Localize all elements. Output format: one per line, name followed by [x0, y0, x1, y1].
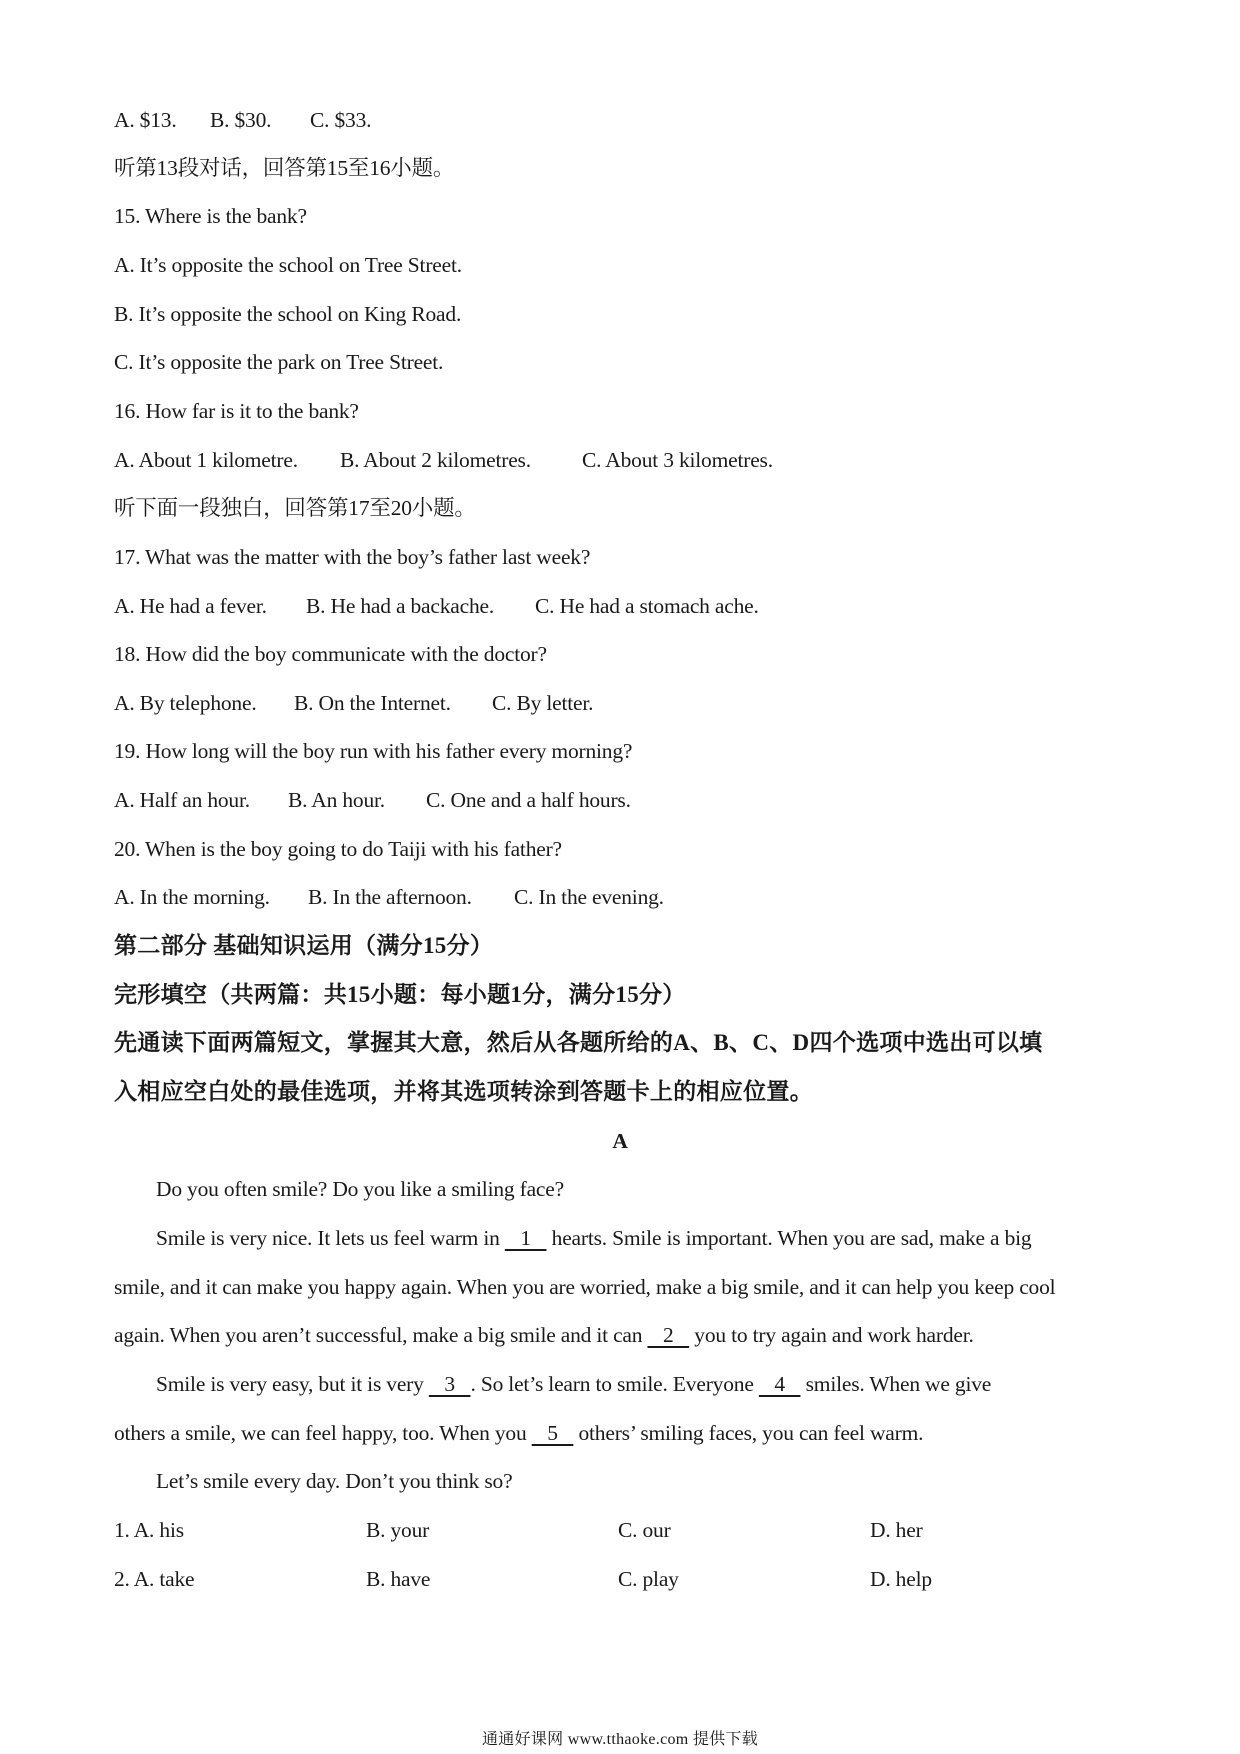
blank-3: 3	[428, 1372, 471, 1396]
q16-option-b: B. About 2 kilometres.	[340, 448, 531, 472]
question-15: 15. Where is the bank?	[114, 204, 307, 228]
q16-option-a: A. About 1 kilometre.	[114, 448, 298, 472]
q20-option-b: B. In the afternoon.	[308, 885, 472, 909]
passage-paragraph-3-line-1	[156, 1369, 991, 1399]
answer-2-option-a: 2. A. take	[114, 1567, 195, 1591]
passage-paragraph-2-line-2: smile, and it can make you happy again. When you are worried, make a big smile, and it can help you keep cool	[114, 1275, 1056, 1299]
question-16: 16. How far is it to the bank?	[114, 399, 359, 423]
passage-paragraph-4: Let’s smile every day. Don’t you think so?	[156, 1469, 513, 1493]
q16-option-c: C. About 3 kilometres.	[582, 448, 773, 472]
q19-option-c: C. One and a half hours.	[426, 788, 631, 812]
page-footer: 通通好课网 www.tthaoke.com 提供下载	[481, 1731, 759, 1748]
answer-1-option-c: C. our	[618, 1518, 671, 1542]
blank-2: 2	[647, 1323, 690, 1347]
answer-2-option-d: D. help	[870, 1567, 932, 1591]
passage-text: Smile is very easy, but it is very	[156, 1372, 429, 1396]
q18-option-b: B. On the Internet.	[294, 691, 451, 715]
instruction-dialogue-13: 听第13段对话，回答第15至16小题。	[114, 156, 455, 180]
answer-2-option-c: C. play	[618, 1567, 679, 1591]
passage-text: Smile is very nice. It lets us feel warm in	[156, 1226, 505, 1250]
cloze-instruction-line-2: 入相应空白处的最佳选项，并将其选项转涂到答题卡上的相应位置。	[114, 1079, 813, 1104]
passage-text: . So let’s learn to smile. Everyone	[470, 1372, 759, 1396]
passage-paragraph-2-line-3	[114, 1320, 974, 1350]
passage-text: others a smile, we can feel happy, too. When you	[114, 1421, 532, 1445]
q19-option-a: A. Half an hour.	[114, 788, 250, 812]
q17-option-b: B. He had a backache.	[306, 594, 495, 618]
passage-paragraph-3-line-2	[114, 1418, 923, 1448]
answer-1-option-d: D. her	[870, 1518, 923, 1542]
q18-option-c: C. By letter.	[492, 691, 594, 715]
instruction-monologue: 听下面一段独白，回答第17至20小题。	[114, 496, 476, 520]
q20-option-a: A. In the morning.	[114, 885, 270, 909]
q18-option-a: A. By telephone.	[114, 691, 257, 715]
q20-option-c: C. In the evening.	[514, 885, 664, 909]
passage-paragraph-1: Do you often smile? Do you like a smiling face?	[156, 1177, 564, 1201]
passage-text: smiles. When we give	[800, 1372, 992, 1396]
q15-option-c: C. It’s opposite the park on Tree Street.	[114, 350, 444, 374]
passage-paragraph-2-line-1	[156, 1223, 1031, 1253]
q17-option-c: C. He had a stomach ache.	[535, 594, 759, 618]
blank-5: 5	[531, 1421, 574, 1445]
q17-option-a: A. He had a fever.	[114, 594, 267, 618]
part2-heading: 第二部分 基础知识运用（满分15分）	[114, 933, 494, 958]
answer-1-option-b: B. your	[366, 1518, 430, 1542]
question-17: 17. What was the matter with the boy’s father last week?	[114, 545, 591, 569]
q14-option-a: A. $13.	[114, 108, 177, 132]
q15-option-a: A. It’s opposite the school on Tree Street.	[114, 253, 462, 277]
passage-label: A	[612, 1129, 628, 1153]
q19-option-b: B. An hour.	[288, 788, 385, 812]
answer-1-option-a: 1. A. his	[114, 1518, 184, 1542]
passage-text: others’ smiling faces, you can feel warm.	[573, 1421, 924, 1445]
q15-option-b: B. It’s opposite the school on King Road.	[114, 302, 462, 326]
passage-text: you to try again and work harder.	[689, 1323, 974, 1347]
blank-4: 4	[758, 1372, 801, 1396]
cloze-heading: 完形填空（共两篇：共15小题：每小题1分，满分15分）	[114, 982, 686, 1007]
q14-option-c: C. $33.	[310, 108, 372, 132]
blank-1: 1	[504, 1226, 547, 1250]
cloze-instruction-line-1: 先通读下面两篇短文，掌握其大意，然后从各题所给的A、B、C、D四个选项中选出可以填	[114, 1030, 1043, 1055]
passage-text: hearts. Smile is important. When you are sad, make a big	[546, 1226, 1032, 1250]
question-20: 20. When is the boy going to do Taiji with his father?	[114, 837, 562, 861]
answer-2-option-b: B. have	[366, 1567, 431, 1591]
q14-option-b: B. $30.	[210, 108, 272, 132]
passage-text: again. When you aren’t successful, make a big smile and it can	[114, 1323, 648, 1347]
question-19: 19. How long will the boy run with his father every morning?	[114, 739, 633, 763]
question-18: 18. How did the boy communicate with the doctor?	[114, 642, 547, 666]
